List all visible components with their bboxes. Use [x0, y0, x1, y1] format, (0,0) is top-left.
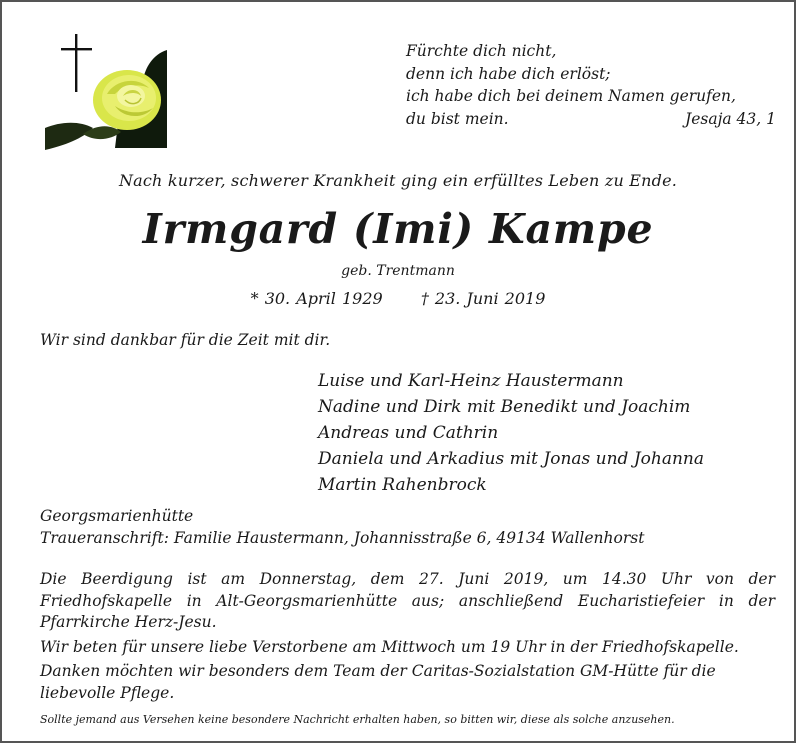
verse-line: denn ich habe dich erlöst;	[406, 64, 611, 83]
gratitude-paragraph: Danken möchten wir besonders dem Team der Caritas-Sozialstation GM-Hütte für die liebevolle Pflege.	[40, 662, 716, 702]
birth-name: geb. Trentmann	[341, 263, 455, 279]
rose-icon	[45, 28, 167, 150]
address-block	[40, 506, 644, 549]
family-member: Martin Rahenbrock	[318, 475, 487, 495]
death-date: † 23. Juni 2019	[420, 289, 546, 308]
family-member: Daniela und Arkadius mit Jonas und Johanna	[318, 449, 705, 469]
intro-text: Nach kurzer, schwerer Krankheit ging ein erfülltes Leben zu Ende.	[118, 171, 678, 190]
family-list	[318, 368, 704, 498]
deceased-name: Irmgard (Imi) Kampe	[142, 205, 654, 253]
place: Georgsmarienhütte	[40, 507, 194, 525]
footnote: Sollte jemand aus Versehen keine besondere Nachricht erhalten haben, so bitten wir, diese als solche anzusehen.	[40, 713, 675, 726]
funeral-paragraph: Die Beerdigung ist am Donnerstag, dem 27. Juni 2019, um 14.30 Uhr von der Friedhofskapelle in Alt-Georgsmarienhütte aus; anschließend Eucharistiefeier in der Pfarrkirche Herz-Jesu.	[40, 570, 775, 631]
funeral-details	[40, 569, 775, 707]
family-member: Nadine und Dirk mit Benedikt und Joachim	[318, 397, 691, 417]
verse-line: du bist mein.	[406, 109, 509, 128]
verse-line: Fürchte dich nicht,	[406, 42, 557, 60]
thanks-line: Wir sind dankbar für die Zeit mit dir.	[40, 331, 331, 349]
mourning-address: Traueranschrift: Familie Haustermann, Johannisstraße 6, 49134 Wallenhorst	[40, 528, 645, 547]
verse-source: Jesaja 43, 1	[685, 109, 776, 128]
cross-rose-image	[45, 28, 167, 150]
bible-verse	[406, 40, 776, 130]
verse-line: ich habe dich bei deinem Namen gerufen,	[406, 87, 736, 105]
life-dates	[2, 289, 794, 308]
family-member: Andreas und Cathrin	[318, 423, 499, 443]
prayer-paragraph: Wir beten für unsere liebe Verstorbene am Mittwoch um 19 Uhr in der Friedhofskapelle.	[40, 637, 739, 656]
family-member: Luise und Karl-Heinz Haustermann	[318, 371, 624, 391]
birth-date: * 30. April 1929	[250, 289, 383, 308]
